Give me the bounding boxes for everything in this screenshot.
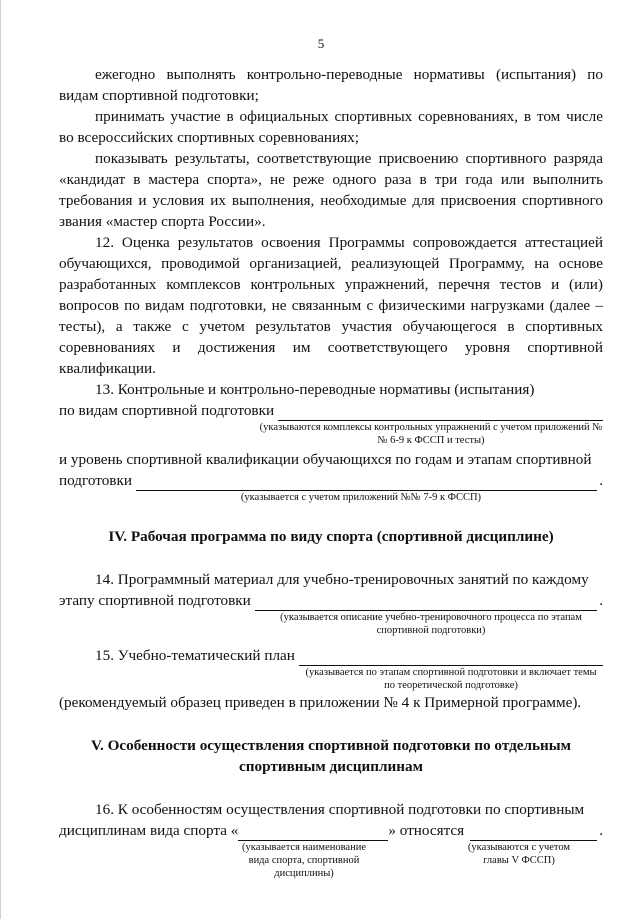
blank-line-standards: [278, 405, 603, 421]
note-thematic-plan: (указывается по этапам спортивной подготовки и включает темы по теоретической подготовке): [305, 667, 597, 691]
section-4-heading: IV. Рабочая программа по виду спорта (спортивной дисциплине): [108, 528, 554, 545]
page-number: 5: [317, 36, 325, 51]
paragraph-14-fill-row: [59, 590, 603, 611]
note-program-material: (указывается описание учебно-тренировочного процесса по этапам спортивной подготовки): [280, 612, 582, 636]
paragraph-13-line3: и уровень спортивной квалификации обучающихся по годам и этапам спортивной: [59, 451, 592, 468]
blank-line-features: [470, 825, 597, 841]
paragraph-13-fill-row: [59, 400, 603, 421]
paragraph-14-line1: 14. Программный материал для учебно-тренировочных занятий по каждому: [95, 571, 589, 588]
paragraph-competitions: принимать участие в официальных спортивных соревнованиях, в том числе во всероссийских спортивных соревнованиях;: [59, 108, 603, 146]
paragraph-14-period: .: [599, 592, 603, 609]
paragraph-16-text-b: » относятся: [388, 822, 465, 839]
note-features: (указываются с учетом главы V ФССП): [467, 842, 571, 866]
paragraph-16-notes: [59, 841, 603, 880]
paragraph-13-period: .: [599, 472, 603, 489]
blank-line-sport-name: [238, 825, 388, 841]
section-5-heading-line2: спортивным дисциплинам: [239, 758, 423, 775]
paragraph-13-line4: подготовки: [59, 472, 132, 489]
paragraph-annual-standards: ежегодно выполнять контрольно-переводные нормативы (испытания) по видам спортивной подготовки;: [59, 66, 603, 104]
paragraph-16-text-a: дисциплинам вида спорта «: [59, 822, 239, 839]
paragraph-results: показывать результаты, соответствующие присвоению спортивного разряда «кандидат в мастера спорта», не реже одного раза в три года или выполнить требования и условия их выполнения, необходимые для присвоения спортивного звания «мастер спорта России».: [59, 150, 603, 230]
paragraph-14-line2: этапу спортивной подготовки: [59, 592, 251, 609]
paragraph-15-line1: 15. Учебно-тематический план: [95, 647, 295, 664]
blank-line-thematic-plan: [299, 650, 603, 666]
paragraph-13-line1: 13. Контрольные и контрольно-переводные нормативы (испытания): [95, 381, 535, 398]
paragraph-16-fill-row: [59, 820, 603, 841]
paragraph-15-line2: (рекомендуемый образец приведен в приложении № 4 к Примерной программе).: [59, 694, 582, 711]
paragraph-13-line2: по видам спортивной подготовки: [59, 402, 275, 419]
document-body: [59, 64, 603, 880]
blank-line-qualification: [136, 475, 597, 491]
note-qualification: (указывается с учетом приложений №№ 7-9 к ФССП): [240, 492, 482, 503]
note-standards: (указываются комплексы контрольных упражнений с учетом приложений №№ 6-9 к ФССП и тесты): [259, 422, 603, 446]
note-sport-name: (указывается наименование вида спорта, спортивной дисциплины): [242, 842, 366, 879]
paragraph-12: 12. Оценка результатов освоения Программы сопровождается аттестацией обучающихся, проводимой организацией, реализующей Программу, на основе разработанных комплексов контрольных упражнений, перечня тестов и (или) вопросов по видам подготовки, не связанным с физическими нагрузками (далее – тесты), а также с учетом результатов участия обучающегося в спортивных соревнованиях и достижения им соответствующего уровня спортивной квалификации.: [59, 234, 603, 377]
section-5-heading-line1: V. Особенности осуществления спортивной подготовки по отдельным: [90, 737, 572, 754]
paragraph-15-fill-row: [59, 645, 603, 666]
paragraph-16-line1: 16. К особенностям осуществления спортивной подготовки по спортивным: [95, 801, 585, 818]
paragraph-16-period: .: [599, 822, 603, 839]
blank-line-program-material: [255, 595, 597, 611]
paragraph-13-fill-row2: [59, 470, 603, 491]
